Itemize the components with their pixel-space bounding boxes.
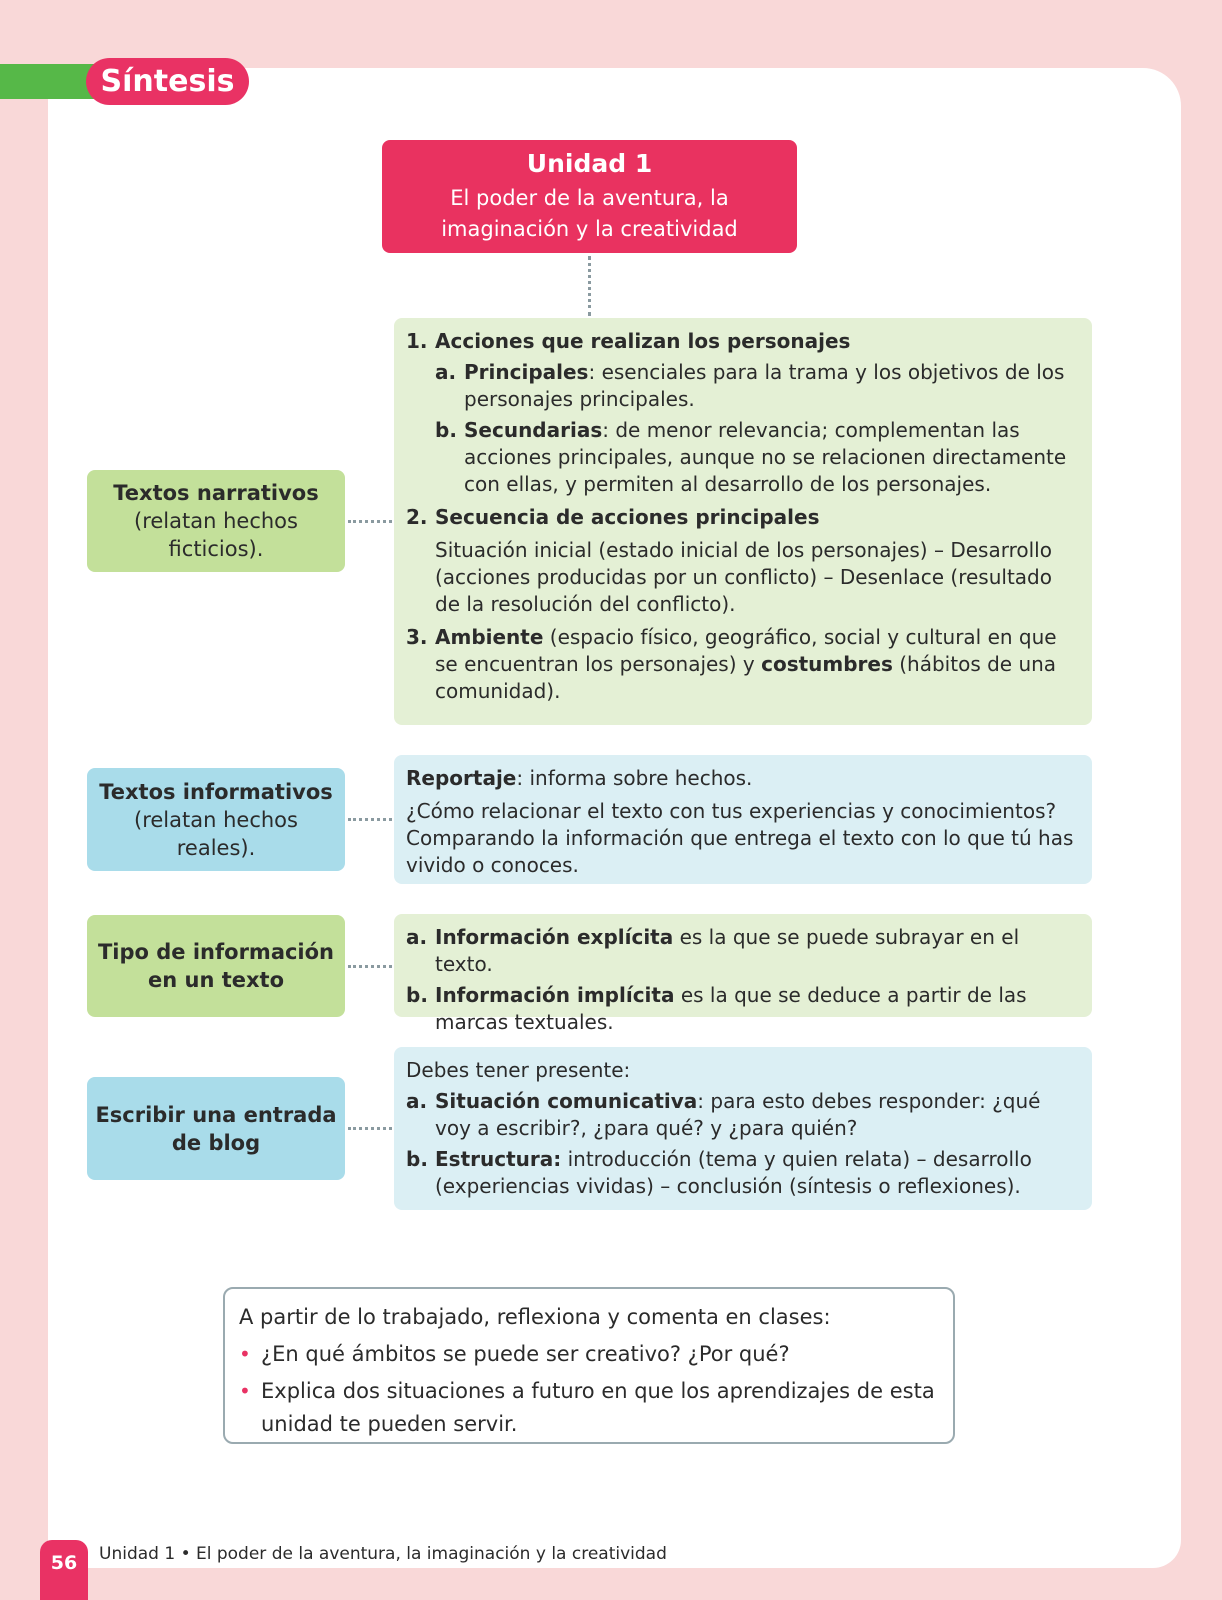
informativos-content-box xyxy=(394,755,1092,884)
item-number: 2. xyxy=(406,505,428,529)
tipo-info-title-line1: Tipo de información xyxy=(97,940,335,964)
item-desc: es la que se deduce a partir de las marcas textuales. xyxy=(435,983,1027,1034)
item-text xyxy=(435,1146,1078,1200)
informativos-reportaje xyxy=(406,765,1078,792)
item-text xyxy=(464,417,1078,498)
informativos-question: ¿Cómo relacionar el texto con tus experiencias y conocimientos? Comparando la información que entrega el texto con lo que tú has vivido o conoces. xyxy=(406,799,1074,877)
narrativos-title: Textos narrativos xyxy=(113,481,319,505)
narrativos-item-2-text xyxy=(435,537,1078,618)
item-text xyxy=(464,359,1078,413)
blog-item-b xyxy=(406,1146,1078,1200)
item-desc: es la que se puede subrayar en el texto. xyxy=(435,925,1020,976)
item-text xyxy=(435,982,1078,1036)
item-title: Secuencia de acciones principales xyxy=(435,505,820,529)
narrativos-desc-line2: ficticios). xyxy=(168,537,264,561)
item-letter: a. xyxy=(435,360,457,384)
reflection-box xyxy=(223,1287,955,1444)
item-desc: : esenciales para la trama y los objetivos de los personajes principales. xyxy=(464,360,1065,411)
item-term: Secundarias xyxy=(464,418,603,442)
unit-title: Unidad 1 xyxy=(526,149,653,178)
item-desc: Situación inicial (estado inicial de los personajes) – Desarrollo (acciones producidas por un conflicto) – Desenlace (resultado de la resolución del conflicto). xyxy=(435,538,1052,616)
blog-connector xyxy=(348,1127,392,1130)
blog-label-box xyxy=(87,1077,345,1180)
tipo-info-connector xyxy=(348,965,392,968)
item-desc: introducción (tema y quien relata) – desarrollo (experiencias vividas) – conclusión (síntesis o reflexiones). xyxy=(435,1147,1032,1198)
tipo-info-title-line2: en un texto xyxy=(147,968,284,992)
informativos-label-box xyxy=(87,768,345,871)
item-term: Estructura: xyxy=(435,1147,562,1171)
blog-title-line2: de blog xyxy=(171,1130,261,1155)
item-text xyxy=(435,924,1078,978)
reflection-intro: A partir de lo trabajado, reflexiona y comenta en clases: xyxy=(239,1305,831,1329)
item-text xyxy=(435,624,1078,705)
item-letter: b. xyxy=(435,418,457,442)
item-number: 1. xyxy=(406,329,428,353)
narrativos-desc-line1: (relatan hechos xyxy=(134,509,298,533)
item-term: Reportaje xyxy=(406,766,517,790)
bullet-icon: • xyxy=(239,1342,251,1366)
bullet-text: ¿En qué ámbitos se puede ser creativo? ¿Por qué? xyxy=(261,1342,790,1366)
unit-title-box xyxy=(382,140,797,253)
page-number: 56 xyxy=(40,1540,88,1600)
item-title: Acciones que realizan los personajes xyxy=(435,329,851,353)
footer-text: Unidad 1 • El poder de la aventura, la imaginación y la creatividad xyxy=(99,1544,667,1564)
narrativos-content-box xyxy=(394,318,1092,725)
reflection-bullet xyxy=(239,1338,939,1371)
unit-subtitle xyxy=(382,183,797,245)
tipo-info-content-box xyxy=(394,914,1092,1034)
tipo-info-label-box xyxy=(87,915,345,1017)
item-letter: a. xyxy=(406,925,428,949)
item-desc: (hábitos de una comunidad). xyxy=(435,652,1057,703)
item-term: costumbres xyxy=(761,652,893,676)
item-letter: b. xyxy=(406,1147,428,1171)
unit-subtitle-line1: El poder de la aventura, la xyxy=(450,186,729,210)
reflection-bullet xyxy=(239,1375,939,1441)
narrativos-item-1b xyxy=(435,417,1078,498)
narrativos-item-1 xyxy=(406,328,1078,355)
bullet-text: Explica dos situaciones a futuro en que los aprendizajes de esta unidad te pueden servir. xyxy=(261,1379,935,1436)
narrativos-item-1a xyxy=(435,359,1078,413)
narrativos-item-3 xyxy=(406,624,1078,705)
informativos-connector xyxy=(348,818,392,821)
informativos-title: Textos informativos xyxy=(99,779,333,804)
item-desc: : para esto debes responder: ¿qué voy a escribir?, ¿para qué? y ¿para quién? xyxy=(435,1089,1041,1140)
bullet-icon: • xyxy=(239,1379,251,1403)
vertical-connector xyxy=(588,256,591,316)
tipo-info-item-b xyxy=(406,982,1078,1036)
informativos-desc-line2: reales). xyxy=(176,835,256,860)
item-desc: : de menor relevancia; complementan las acciones principales, aunque no se relacionen directamente con ellas, y permiten al desarrollo de los personajes. xyxy=(464,418,1067,496)
item-term: Información implícita xyxy=(435,983,675,1007)
item-letter: a. xyxy=(406,1089,428,1113)
blog-content-box xyxy=(394,1047,1092,1210)
tipo-info-item-a xyxy=(406,924,1078,978)
item-term: Información explícita xyxy=(435,925,674,949)
unit-subtitle-line2: imaginación y la creatividad xyxy=(441,217,738,241)
blog-title-line1: Escribir una entrada xyxy=(95,1102,337,1127)
item-term: Principales xyxy=(464,360,589,384)
item-term: Ambiente xyxy=(435,625,544,649)
narrativos-item-2 xyxy=(406,504,1078,531)
narrativos-connector xyxy=(348,520,392,523)
item-term: Situación comunicativa xyxy=(435,1089,698,1113)
item-number: 3. xyxy=(406,625,428,649)
item-desc: : informa sobre hechos. xyxy=(516,766,753,790)
item-desc: (espacio físico, geográfico, social y cultural en que se encuentran los personajes) y xyxy=(435,625,1057,676)
section-tab: Síntesis xyxy=(86,58,249,105)
item-text xyxy=(435,1088,1078,1142)
item-letter: b. xyxy=(406,983,428,1007)
informativos-desc-line1: (relatan hechos xyxy=(134,807,298,832)
blog-item-a xyxy=(406,1088,1078,1142)
blog-intro: Debes tener presente: xyxy=(406,1058,631,1082)
narrativos-label-box xyxy=(87,470,345,572)
